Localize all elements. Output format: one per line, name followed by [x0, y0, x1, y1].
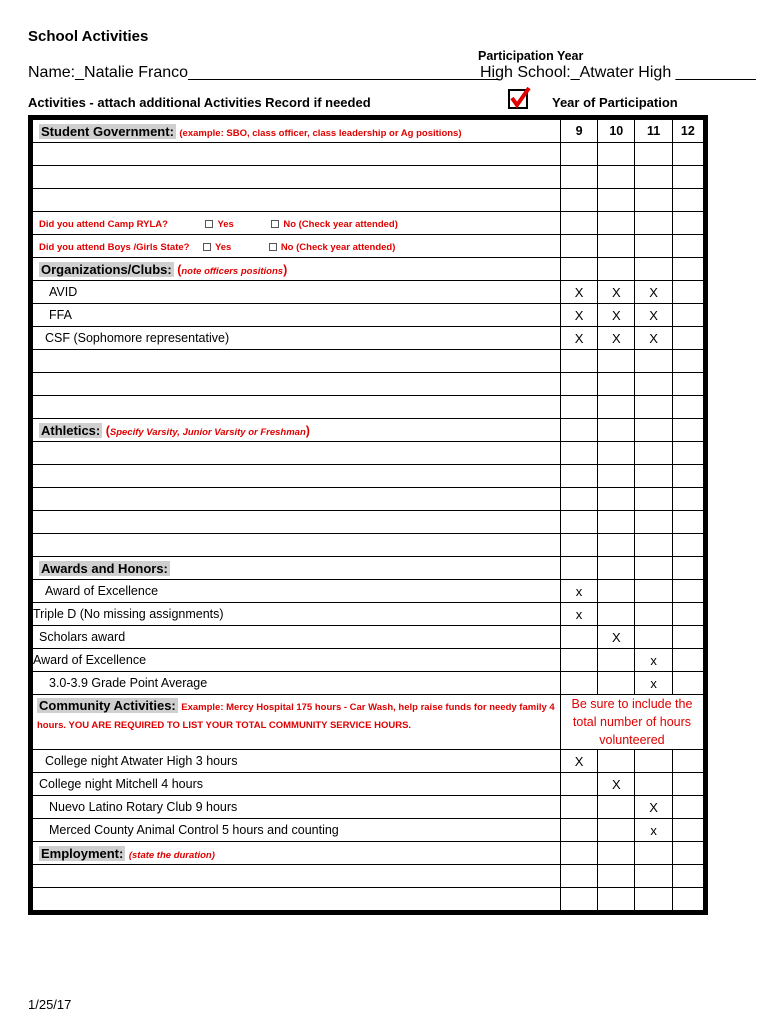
year-header: 10 — [598, 118, 635, 143]
section-label: Athletics: — [41, 422, 101, 438]
yes-option[interactable]: Yes — [205, 219, 233, 230]
camp-ryla-row[interactable] — [31, 212, 706, 235]
table-row[interactable] — [31, 143, 706, 166]
table-header-row — [31, 118, 706, 143]
checkbox-icon[interactable] — [271, 220, 279, 228]
question-label: Did you attend Boys /Girls State? — [39, 242, 190, 253]
checked-box-icon — [507, 86, 531, 110]
no-option[interactable]: No (Check year attended) — [271, 219, 398, 230]
checkbox-icon[interactable] — [269, 243, 277, 251]
organizations-header-row: Organizations/Clubs: (note officers positions) — [31, 258, 706, 281]
section-note: Specify Varsity, Junior Varsity or Freshman — [109, 426, 306, 438]
section-label: Student Government: — [41, 123, 174, 139]
table-row[interactable] — [31, 373, 706, 396]
checkbox-icon[interactable] — [205, 220, 213, 228]
table-row[interactable]: CSF (Sophomore representative) X X X — [31, 327, 706, 350]
year-header: 11 — [635, 118, 672, 143]
year-header: 9 — [560, 118, 597, 143]
awards-header-row — [31, 557, 706, 580]
table-row[interactable] — [31, 189, 706, 212]
table-row[interactable]: Nuevo Latino Rotary Club 9 hours X — [31, 796, 706, 819]
section-label: Organizations/Clubs: — [41, 261, 172, 277]
section-note: (state the duration) — [128, 849, 215, 861]
name-field[interactable]: Name:_Natalie Franco___________________________________ — [28, 64, 500, 81]
athletics-header-row: Athletics: (Specify Varsity, Junior Varsity or Freshman) — [31, 419, 706, 442]
activities-instruction: Activities - attach additional Activities Record if needed — [28, 95, 371, 110]
table-row[interactable] — [31, 442, 706, 465]
table-row[interactable] — [31, 465, 706, 488]
table-row[interactable] — [31, 888, 706, 913]
yes-option[interactable]: Yes — [203, 242, 231, 253]
no-option[interactable]: No (Check year attended) — [269, 242, 396, 253]
section-label: Awards and Honors: — [41, 560, 168, 576]
section-label: Employment: — [41, 845, 124, 861]
student-government-header — [31, 118, 561, 143]
table-row[interactable] — [31, 534, 706, 557]
footer-date: 1/25/17 — [28, 997, 72, 1012]
table-row[interactable]: College night Mitchell 4 hours X — [31, 773, 706, 796]
table-row[interactable]: Scholars award X — [31, 626, 706, 649]
table-row[interactable] — [31, 350, 706, 373]
section-note: (example: SBO, class officer, class leadership or Ag positions) — [179, 127, 462, 139]
table-row[interactable] — [31, 488, 706, 511]
table-row[interactable]: AVID X X X — [31, 281, 706, 304]
table-row[interactable]: Award of Excellence x — [31, 649, 706, 672]
activities-table — [28, 115, 708, 915]
section-note: note officers positions — [181, 265, 284, 277]
table-row[interactable]: Award of Excellence x — [31, 580, 706, 603]
employment-header-row — [31, 842, 706, 865]
question-label: Did you attend Camp RYLA? — [39, 219, 168, 230]
participation-year-label: Participation Year — [478, 49, 584, 63]
table-row[interactable]: College night Atwater High 3 hours X — [31, 750, 706, 773]
table-row[interactable] — [31, 865, 706, 888]
page-title: School Activities — [28, 28, 149, 45]
year-of-participation-label: Year of Participation — [552, 95, 678, 110]
checkbox-icon[interactable] — [203, 243, 211, 251]
table-row[interactable]: Triple D (No missing assignments) x — [31, 603, 706, 626]
boys-girls-state-row[interactable] — [31, 235, 706, 258]
high-school-field[interactable]: High School:_Atwater High _________ — [480, 64, 756, 81]
table-row[interactable]: FFA X X X — [31, 304, 706, 327]
table-row[interactable]: Merced County Animal Control 5 hours and counting x — [31, 819, 706, 842]
table-row[interactable] — [31, 396, 706, 419]
community-hours-reminder: Be sure to include the total number of hours volunteered — [560, 695, 705, 750]
year-header: 12 — [672, 118, 705, 143]
table-row[interactable] — [31, 166, 706, 189]
community-header-row — [31, 695, 706, 750]
section-note: Example: Mercy Hospital 175 hours - Car Wash, help raise funds for needy family 4 hours. YOU ARE REQUIRED TO LIST YOUR TOTAL COMMUNITY SERVICE HOURS. — [37, 702, 555, 731]
table-row[interactable]: 3.0-3.9 Grade Point Average x — [31, 672, 706, 695]
section-label: Community Activities: — [39, 698, 176, 713]
table-row[interactable] — [31, 511, 706, 534]
